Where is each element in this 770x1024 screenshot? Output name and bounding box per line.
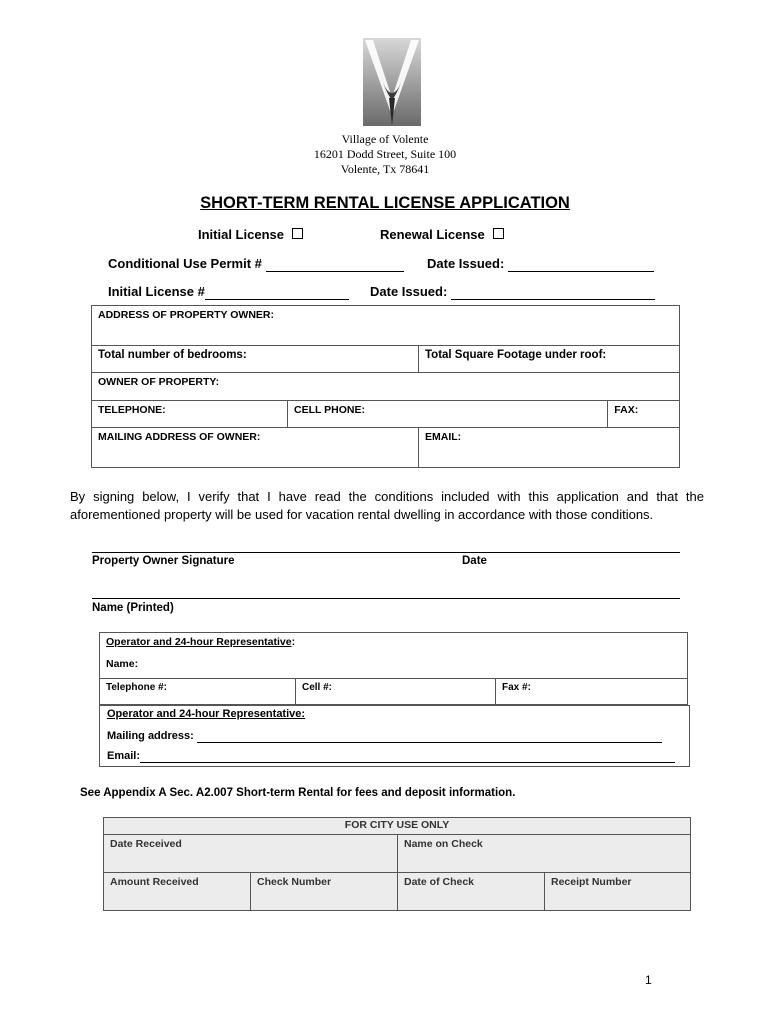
cup-date-label: Date Issued: — [427, 256, 505, 271]
city-use-heading: FOR CITY USE ONLY — [104, 818, 691, 835]
initial-license-number-label: Initial License # — [108, 284, 205, 299]
check-number-label: Check Number — [257, 876, 332, 888]
operator-fax-cell[interactable] — [496, 679, 688, 705]
email-cell[interactable] — [419, 428, 680, 468]
initial-license-option — [198, 227, 303, 242]
owner-info-table — [91, 305, 680, 468]
sqft-label: Total Square Footage under roof: — [425, 349, 607, 361]
owner-address-cell[interactable] — [92, 306, 680, 346]
operator-name-label: Name: — [106, 658, 139, 670]
date-received-cell[interactable] — [104, 835, 398, 873]
operator-telephone-label: Telephone #: — [106, 682, 167, 693]
operator-mailing-line — [107, 730, 662, 743]
date-of-check-label: Date of Check — [404, 876, 475, 888]
operator-name-cell[interactable] — [100, 633, 688, 679]
form-title: SHORT-TERM RENTAL LICENSE APPLICATION — [200, 194, 570, 212]
cup-label: Conditional Use Permit # — [108, 256, 262, 271]
mailing-address-cell[interactable] — [92, 428, 419, 468]
operator-fax-label: Fax #: — [502, 682, 531, 693]
cup-date-line — [427, 256, 654, 272]
org-street: 16201 Dodd Street, Suite 100 — [313, 147, 457, 161]
receipt-number-label: Receipt Number — [551, 876, 632, 888]
signature-date-label: Date — [462, 555, 487, 567]
cup-date-field[interactable] — [508, 256, 654, 272]
cell-phone-cell[interactable] — [288, 401, 608, 428]
operator-email-field[interactable] — [140, 750, 675, 763]
appendix-note: See Appendix A Sec. A2.007 Short-term Rental for fees and deposit information. — [80, 787, 516, 799]
name-on-check-label: Name on Check — [404, 838, 483, 850]
operator-mailing-field[interactable] — [197, 730, 662, 743]
initial-license-number-field[interactable] — [205, 284, 349, 300]
owner-property-label: OWNER OF PROPERTY: — [98, 376, 220, 388]
name-printed-label: Name (Printed) — [92, 602, 174, 614]
org-city: Volente, Tx 78641 — [340, 162, 430, 176]
operator-telephone-cell[interactable] — [100, 679, 296, 705]
sqft-cell[interactable] — [419, 346, 680, 373]
operator-table — [99, 632, 688, 705]
operator-rep-label: Operator and 24-hour Representative — [106, 636, 292, 648]
mailing-address-label: MAILING ADDRESS OF OWNER: — [98, 431, 261, 443]
cup-line — [108, 256, 404, 272]
initial-date-line — [370, 284, 655, 300]
operator-rep-colon: : — [291, 636, 296, 648]
telephone-label: TELEPHONE: — [98, 404, 166, 416]
operator-email-line — [107, 750, 675, 763]
amount-received-cell[interactable] — [104, 873, 251, 911]
renewal-license-checkbox[interactable] — [493, 228, 504, 239]
initial-license-number-line — [108, 284, 349, 300]
receipt-number-cell[interactable] — [545, 873, 691, 911]
owner-property-cell[interactable] — [92, 373, 680, 401]
name-printed-line[interactable] — [92, 598, 680, 599]
initial-date-field[interactable] — [451, 284, 655, 300]
email-label: EMAIL: — [425, 431, 462, 443]
name-on-check-cell[interactable] — [398, 835, 691, 873]
date-received-label: Date Received — [110, 838, 182, 850]
amount-received-label: Amount Received — [110, 876, 199, 888]
check-number-cell[interactable] — [251, 873, 398, 911]
owner-address-label: ADDRESS OF PROPERTY OWNER: — [98, 309, 274, 321]
operator-mailing-box — [99, 705, 690, 767]
fax-label: FAX: — [614, 404, 639, 416]
bedrooms-cell[interactable] — [92, 346, 419, 373]
operator-rep2-label: Operator and 24-hour Representative: — [107, 708, 306, 720]
verification-text: By signing below, I verify that I have read the conditions included with this application and that the aforementioned property will be used for vacation rental dwelling in accordance with those conditions. — [70, 489, 704, 522]
fax-cell[interactable] — [608, 401, 680, 428]
initial-license-checkbox[interactable] — [292, 228, 303, 239]
renewal-license-option — [380, 227, 504, 242]
page-number: 1 — [645, 973, 652, 987]
cup-field[interactable] — [266, 256, 404, 272]
village-logo — [363, 38, 421, 126]
operator-cell-cell[interactable] — [296, 679, 496, 705]
city-use-table — [103, 817, 691, 911]
initial-date-label: Date Issued: — [370, 284, 448, 299]
operator-cell-label: Cell #: — [302, 682, 333, 693]
telephone-cell[interactable] — [92, 401, 288, 428]
operator-mailing-label: Mailing address: — [107, 730, 194, 742]
renewal-license-label: Renewal License — [380, 227, 485, 242]
signature-line[interactable] — [92, 552, 680, 553]
initial-license-label: Initial License — [198, 227, 284, 242]
date-of-check-cell[interactable] — [398, 873, 545, 911]
org-name: Village of Volente — [341, 132, 429, 146]
operator-email-label: Email: — [107, 750, 141, 762]
owner-signature-label: Property Owner Signature — [92, 555, 235, 567]
cell-phone-label: CELL PHONE: — [294, 404, 365, 416]
bedrooms-label: Total number of bedrooms: — [98, 349, 247, 361]
